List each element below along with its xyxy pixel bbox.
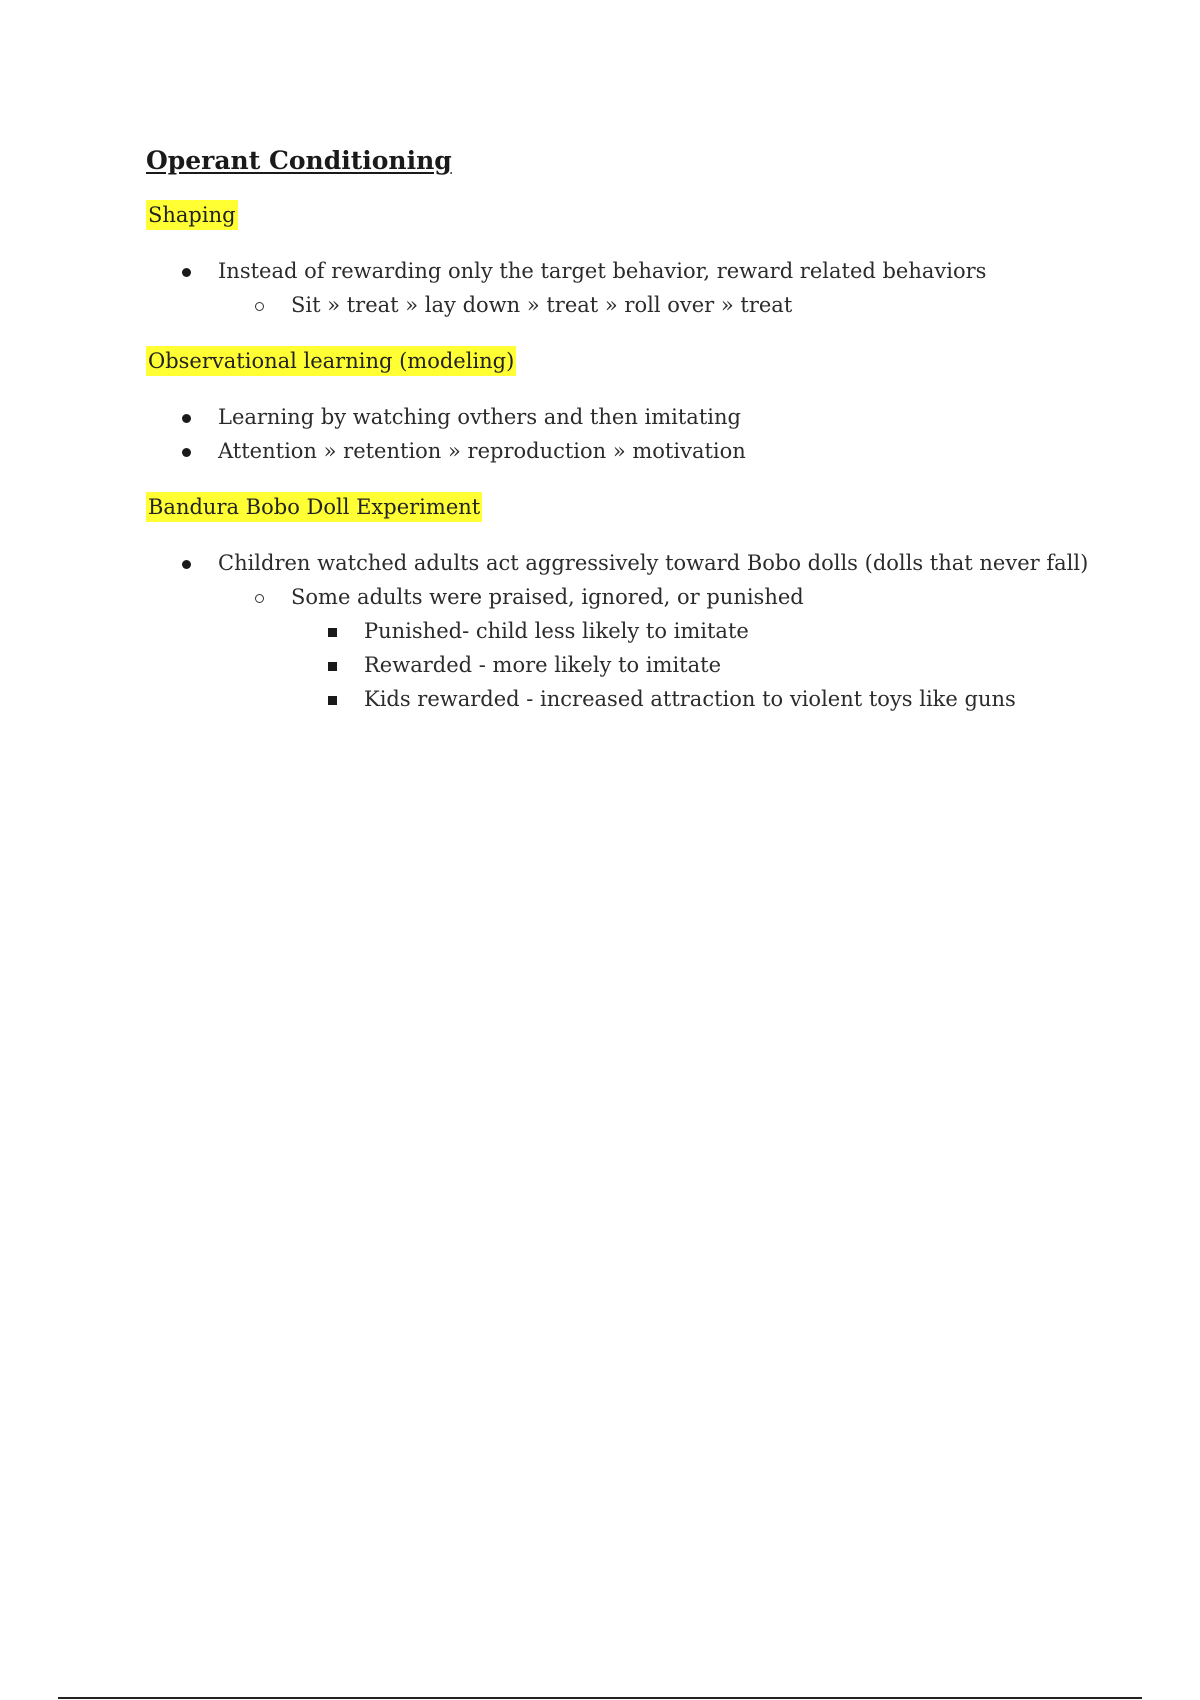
list-item-text: Punished- child less likely to imitate bbox=[364, 619, 749, 643]
section-heading[interactable]: Bandura Bobo Doll Experiment bbox=[146, 492, 482, 522]
section-observational-learning bbox=[146, 346, 1146, 468]
list-item-text: Attention » retention » reproduction » motivation bbox=[218, 439, 746, 463]
list-item[interactable] bbox=[146, 580, 1146, 614]
bullet-list bbox=[146, 546, 1146, 716]
list-item[interactable] bbox=[146, 648, 1146, 682]
section-shaping bbox=[146, 200, 1146, 322]
list-item[interactable] bbox=[146, 614, 1146, 648]
filled-bullet-icon bbox=[182, 546, 191, 580]
list-item-text: Instead of rewarding only the target behavior, reward related behaviors bbox=[218, 259, 987, 283]
list-item-text: Children watched adults act aggressively toward Bobo dolls (dolls that never fall) bbox=[218, 551, 1089, 575]
filled-bullet-icon bbox=[182, 400, 191, 434]
list-item-text: Sit » treat » lay down » treat » roll over » treat bbox=[291, 293, 793, 317]
list-item-text: Learning by watching ovthers and then imitating bbox=[218, 405, 741, 429]
square-bullet-icon bbox=[328, 682, 337, 716]
list-item-text: Some adults were praised, ignored, or punished bbox=[291, 585, 804, 609]
bullet-list bbox=[146, 254, 1146, 322]
list-item[interactable] bbox=[146, 434, 1146, 468]
list-item[interactable] bbox=[146, 254, 1146, 288]
section-heading[interactable]: Shaping bbox=[146, 200, 238, 230]
list-item-text: Kids rewarded - increased attraction to violent toys like guns bbox=[364, 687, 1016, 711]
hollow-bullet-icon bbox=[255, 580, 264, 614]
bullet-list bbox=[146, 400, 1146, 468]
page-title[interactable]: Operant Conditioning bbox=[146, 146, 452, 175]
page-bottom-rule bbox=[58, 1697, 1142, 1699]
section-bandura-bobo-doll bbox=[146, 492, 1146, 716]
list-item[interactable] bbox=[146, 400, 1146, 434]
list-item[interactable] bbox=[146, 546, 1146, 580]
square-bullet-icon bbox=[328, 614, 337, 648]
filled-bullet-icon bbox=[182, 254, 191, 288]
document-body bbox=[146, 144, 1146, 740]
section-heading[interactable]: Observational learning (modeling) bbox=[146, 346, 516, 376]
list-item[interactable] bbox=[146, 682, 1146, 716]
list-item-text: Rewarded - more likely to imitate bbox=[364, 653, 721, 677]
hollow-bullet-icon bbox=[255, 288, 264, 322]
list-item[interactable] bbox=[146, 288, 1146, 322]
square-bullet-icon bbox=[328, 648, 337, 682]
filled-bullet-icon bbox=[182, 434, 191, 468]
